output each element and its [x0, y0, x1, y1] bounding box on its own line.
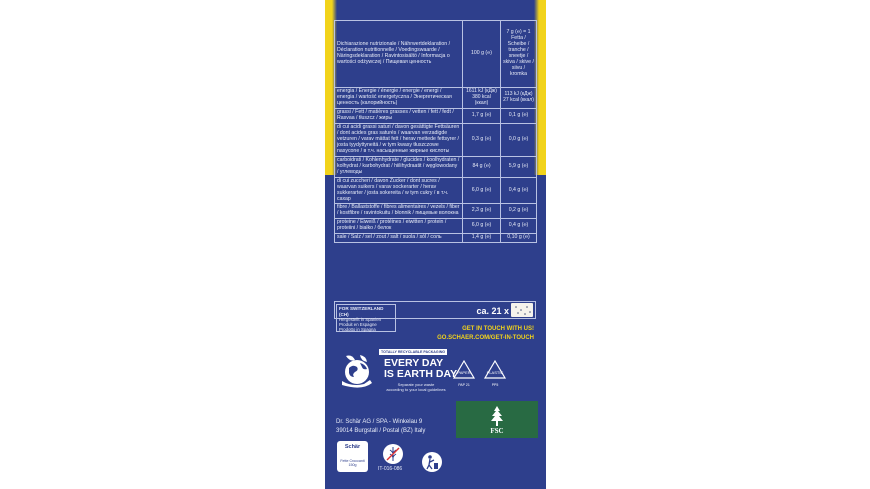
nutrient-label: proteine / Eiweiß / protéines / eiwitten / protein / proteiini / białko / белок	[335, 219, 463, 234]
per-100g-value: 1,7 g (℮)	[463, 108, 501, 123]
separate-waste-text	[381, 383, 451, 393]
portion-count: ca. 21 x	[476, 306, 509, 316]
swiss-line: Hergestellt in Spanien	[339, 317, 382, 322]
per-100g-value: 6,0 g (℮)	[463, 177, 501, 204]
bread-slice-icon	[511, 303, 533, 317]
nutrient-label: di cui acidi grassi saturi / davon gesättigte Fettsäuren / dont acides gras saturés / waarvan verzadigde vetzuren / varav mättat fett / herav mettede fettsyrer / josta tyydyttyneitä / w tym kwasy tłuszczowe nasycone / в т.ч. насыщенные жирные кислоты	[335, 123, 463, 156]
plastic-recycle-symbol	[482, 359, 508, 385]
per-slice-value: 0,1 g (℮)	[501, 108, 537, 123]
recyclable-badge: TOTALLY RECYCLABLE PACKAGING	[381, 350, 446, 354]
nutrient-label: energia / Energie / énergie / energie / energi / energia / wartość energetyczna / Энергетическая ценность (калорийность)	[335, 88, 463, 109]
plastic-code: PP5	[491, 383, 499, 387]
earth-day-line1: EVERY DAY	[384, 357, 444, 369]
tidyman-icon	[421, 451, 443, 473]
nutrition-header-row	[335, 21, 537, 88]
per-slice-value: 0,10 g (℮)	[501, 234, 537, 243]
energy-kj-slice: 113 kJ (кДж)	[504, 91, 533, 98]
nutrition-row-sugars	[335, 177, 537, 204]
brand-caption-product: Fette Croccanti	[340, 459, 365, 463]
nutrition-table	[334, 20, 537, 243]
brand-name: Schär	[344, 444, 361, 450]
paper-recycle-symbol	[451, 359, 477, 385]
plastic-label: PLASTIC	[486, 370, 504, 375]
crossed-grain-icon	[382, 443, 404, 465]
nutrition-row-fat	[335, 108, 537, 123]
schar-logo	[337, 441, 368, 472]
swiss-origin-box	[336, 304, 396, 332]
per-slice-value: 0,4 g (℮)	[501, 219, 537, 234]
nutrient-label: di cui zuccheri / davon Zucker / dont sucres / waarvan suikers / varav sockerarter / herav sukkerarter / josta sokereita / w tym cukry / в т.ч. сахар	[335, 177, 463, 204]
per-slice-value	[501, 88, 537, 109]
per-100g-value: 2,3 g (℮)	[463, 204, 501, 219]
nutrition-row-fibre	[335, 204, 537, 219]
per-100g-header: 100 g (℮)	[463, 21, 501, 88]
nutrition-row-carbohydrates	[335, 156, 537, 177]
fsc-logo	[456, 401, 538, 438]
per-slice-value: 0,2 g (℮)	[501, 204, 537, 219]
nutrition-row-salt	[335, 234, 537, 243]
contact-info	[437, 325, 534, 342]
paper-code: PAP 21	[458, 383, 470, 387]
per-100g-value: 1,4 g (℮)	[463, 234, 501, 243]
nutrient-label: fibre / Ballaststoffe / fibres alimentaires / vezels / fiber / kostfibre / ravintokuitu / błonnik / пищевые волокна	[335, 204, 463, 219]
nutrient-label: sale / Salz / sel / zout / salt / suola / sól / соль	[335, 234, 463, 243]
per-100g-value: 6,0 g (℮)	[463, 219, 501, 234]
product-pack-back	[325, 0, 546, 489]
energy-kj-100g: 1611 kJ (кДж)	[466, 88, 497, 95]
brand-caption	[338, 460, 367, 468]
nutrition-row-energy	[335, 88, 537, 109]
address-line2: 39014 Burgstall / Postal (BZ) Italy	[336, 428, 426, 434]
swiss-line: Produit en Espagne	[339, 322, 377, 328]
nutrient-label: grassi / Fett / matières grasses / vetten / fett / fedt / Rasvaa / tłuszcz / жиры	[335, 108, 463, 123]
fsc-tree-icon	[484, 405, 510, 427]
separate-line1: Separate your waste	[397, 382, 435, 387]
earth-day-title	[384, 358, 457, 380]
plastic-recycle-icon	[482, 359, 508, 383]
energy-kcal-100g: 380 kcal (ккал)	[472, 94, 491, 106]
nutrition-header-label: Dichiarazione nutrizionale / Nährwertdeklaration / Déclaration nutritionnelle / Voedingswaarde / Näringsdeklaration / Ravintosisältö / Informacja o wartości odżywczej / Пищевая ценность	[335, 21, 463, 88]
fsc-label: FSC	[490, 427, 504, 435]
per-100g-value: 84 g (℮)	[463, 156, 501, 177]
contact-url: GO.SCHAER.COM/GET-IN-TOUCH	[437, 334, 534, 341]
per-slice-value: 5,9 g (℮)	[501, 156, 537, 177]
gluten-free-code: IT-016-086	[378, 466, 403, 472]
per-100g-value: 0,3 g (℮)	[463, 123, 501, 156]
earth-day-line2: IS EARTH DAY	[384, 368, 458, 381]
nutrition-row-protein	[335, 219, 537, 234]
swiss-title: FOR SWITZERLAND (CH)	[339, 306, 384, 317]
per-slice-header: 7 g (℮) = 1 Fetta / Scheibe / tranche / sneetje / skiva / skive / siivu / kromka	[501, 21, 537, 88]
separate-line2: according to your local guidelines	[386, 386, 446, 392]
brand-caption-weight: 150g	[348, 462, 357, 467]
manufacturer-address	[336, 418, 425, 436]
per-slice-value: 0,0 g (℮)	[501, 123, 537, 156]
swiss-line: Prodotto in Spagna	[339, 327, 376, 333]
earth-hand-icon	[338, 351, 376, 389]
address-line1: Dr. Schär AG / SPA - Winkelau 9	[336, 419, 423, 425]
nutrition-row-saturated-fat	[335, 123, 537, 156]
energy-kcal-slice: 27 kcal (ккал)	[503, 96, 534, 103]
per-slice-value: 0,4 g (℮)	[501, 177, 537, 204]
nutrient-label: carboidrati / Kohlenhydrate / glucides / koolhydraten / kolhydrat / karbohydrat / hiilihydraatit / węglowodany / углеводы	[335, 156, 463, 177]
paper-label: PAPER	[457, 370, 471, 375]
paper-recycle-icon	[451, 359, 477, 383]
contact-heading: GET IN TOUCH WITH US!	[462, 326, 534, 332]
per-100g-value	[463, 88, 501, 109]
